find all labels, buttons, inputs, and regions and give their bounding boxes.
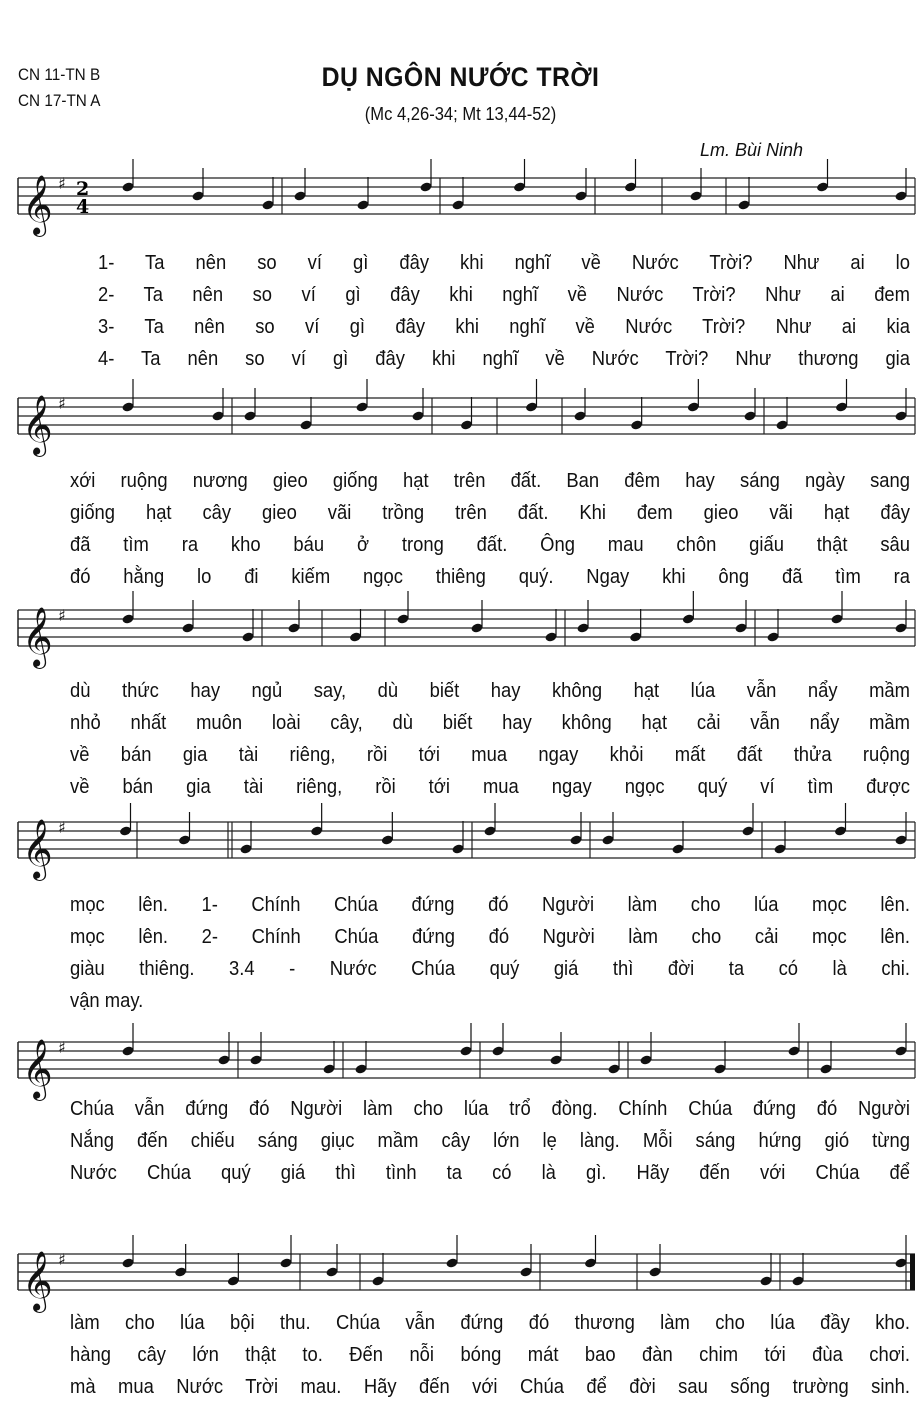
- treble-clef-icon: 𝄞: [22, 607, 53, 667]
- treble-clef-icon: 𝄞: [22, 1251, 53, 1311]
- lyric-line: nhỏ nhất muôn loài cây, dù biết hay không hạt cải vẫn nẩy mầm: [70, 712, 910, 734]
- lyric-line: dù thức hay ngủ say, dù biết hay không hạt lúa vẫn nẩy mầm: [70, 680, 911, 702]
- lyric-line: hàng cây lớn thật to. Đến nỗi bóng mát bao đàn chim tới đùa chơi.: [70, 1344, 911, 1366]
- treble-clef-icon: 𝄞: [22, 819, 53, 879]
- lyric-line: về bán gia tài riêng, rồi tới mua ngay ngọc quý ví tìm được: [70, 776, 911, 798]
- sharp-icon: ♯: [58, 174, 66, 193]
- song-title: DỤ NGÔN NƯỚC TRỜI: [321, 62, 600, 92]
- lyric-line: về bán gia tài riêng, rồi tới mua ngay khỏi mất đất thửa ruộng: [70, 744, 911, 766]
- lyric-line: mà mua Nước Trời mau. Hãy đến với Chúa để đời sau sống trường sinh.: [70, 1376, 911, 1398]
- lyric-line: mọc lên. 2- Chính Chúa đứng đó Người làm cho cải mọc lên.: [70, 926, 911, 948]
- lyric-line: Nước Chúa quý giá thì tình ta có là gì. Hãy đến với Chúa để: [70, 1162, 911, 1184]
- treble-clef-icon: 𝄞: [22, 1039, 53, 1099]
- treble-clef-icon: 𝄞: [22, 175, 53, 235]
- lyric-line: mọc lên. 1- Chính Chúa đứng đó Người làm cho lúa mọc lên.: [70, 894, 911, 916]
- treble-clef-icon: 𝄞: [22, 395, 53, 455]
- lyric-line: 3- Ta nên so ví gì đây khi nghĩ về Nước Trời? Như ai kia: [98, 316, 911, 338]
- liturgy-line-1: CN 11-TN B: [18, 65, 101, 84]
- lyric-line: giống hạt cây gieo vãi trồng trên đất. Khi đem gieo vãi hạt đây: [70, 502, 911, 524]
- sharp-icon: ♯: [58, 818, 66, 837]
- lyric-line: Chúa vẫn đứng đó Người làm cho lúa trổ đòng. Chính Chúa đứng đó Người: [70, 1098, 911, 1120]
- composer: Lm. Bùi Ninh: [699, 140, 803, 160]
- scripture-reference: (Mc 4,26-34; Mt 13,44-52): [364, 104, 557, 124]
- lyric-line: xới ruộng nương gieo giống hạt trên đất. Ban đêm hay sáng ngày sang: [70, 470, 911, 492]
- lyric-line: 1- Ta nên so ví gì đây khi nghĩ về Nước Trời? Như ai lo: [98, 252, 911, 274]
- lyric-line: 2- Ta nên so ví gì đây khi nghĩ về Nước Trời? Như ai đem: [98, 284, 911, 306]
- lyric-line: Nắng đến chiếu sáng giục mầm cây lớn lẹ làng. Mỗi sáng hứng gió từng: [70, 1130, 911, 1152]
- lyric-line: giàu thiêng. 3.4 - Nước Chúa quý giá thì đời ta có là chi.: [70, 958, 911, 980]
- time-sig-top: 2: [76, 178, 90, 200]
- lyric-line: đã tìm ra kho báu ở trong đất. Ông mau chôn giấu thật sâu: [70, 534, 911, 556]
- liturgy-line-2: CN 17-TN A: [18, 91, 101, 110]
- sharp-icon: ♯: [58, 1038, 66, 1057]
- lyric-line: làm cho lúa bội thu. Chúa vẫn đứng đó thương làm cho lúa đầy kho.: [70, 1312, 911, 1334]
- lyric-line: đó hằng lo đi kiếm ngọc thiêng quý. Ngay khi ông đã tìm ra: [70, 566, 911, 588]
- sharp-icon: ♯: [58, 394, 66, 413]
- lyric-line: vận may.: [70, 990, 144, 1012]
- final-bar-thick: [910, 1254, 915, 1290]
- sharp-icon: ♯: [58, 606, 66, 625]
- lyric-line: 4- Ta nên so ví gì đây khi nghĩ về Nước Trời? Như thương gia: [98, 348, 911, 370]
- sharp-icon: ♯: [58, 1250, 66, 1269]
- time-sig-bottom: 4: [76, 196, 90, 218]
